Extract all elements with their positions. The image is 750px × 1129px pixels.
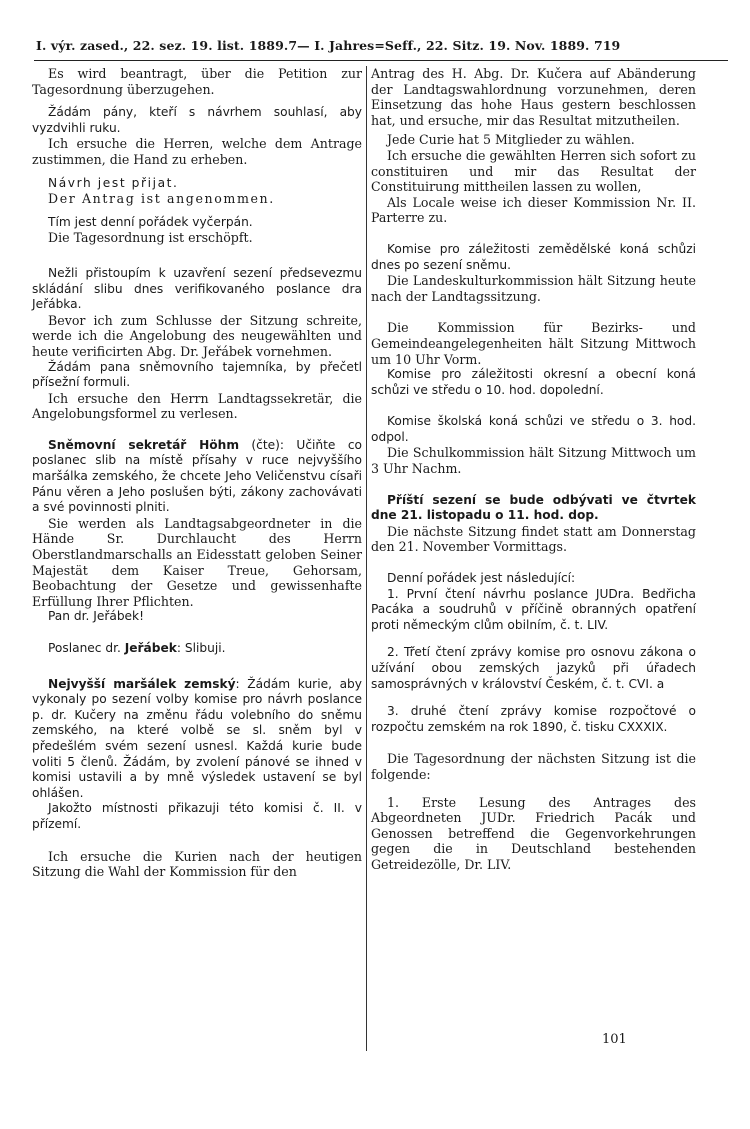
- speaker-name: Sněmovní sekretář Höhm: [48, 437, 240, 452]
- paragraph: Die Tagesordnung der nächsten Sitzung ist die folgende:: [371, 751, 696, 782]
- paragraph: Die Schulkommission hält Sitzung Mittwoch um 3 Uhr Nachm.: [371, 445, 696, 477]
- paragraph: 3. druhé čtení zprávy komise rozpočtové o rozpočtu zemském na rok 1890, č. tisku CXXXIX.: [371, 704, 696, 734]
- speaker-name: Nejvyšší maršálek zemský: [48, 676, 236, 691]
- header-rule: [34, 60, 728, 61]
- paragraph: Antrag des H. Abg. Dr. Kučera auf Abänderung der Landtagswahlordnung vorzunehmen, deren Einsetzung das hohe Haus gestern beschlossen hat, und ersuche, mir das Resultat mitzutheilen.: [371, 66, 696, 128]
- paragraph: Es wird beantragt, über die Petition zur Tagesordnung überzugehen.: [32, 66, 362, 97]
- page-number: 101: [602, 1032, 627, 1047]
- paragraph: Die Tagesordnung ist erschöpft.: [48, 230, 253, 246]
- paragraph: Die Kommission für Bezirks- und Gemeindeangelegenheiten hält Sitzung Mittwoch um 10 Uhr Vorm.: [371, 320, 696, 367]
- paragraph: Die nächste Sitzung findet statt am Donnerstag den 21. November Vormittags.: [371, 523, 696, 555]
- paragraph: Žádám pana sněmovního tajemníka, by přečetl přísežní formuli.: [32, 359, 362, 390]
- paragraph: Jakožto místnosti přikazuji této komisi č. II. v přízemí.: [32, 801, 362, 831]
- paragraph: 2. Třetí čtení zprávy komise pro osnovu zákona o užívání obou zemských jazyků při úřadech samosprávných v království Českém, č. t. CVI. a: [371, 645, 696, 691]
- paragraph-text: : Slibuji.: [176, 641, 226, 655]
- paragraph: Tím jest denní pořádek vyčerpán.: [48, 214, 253, 229]
- paragraph: [32, 641, 362, 657]
- paragraph: Ich ersuche den Herrn Landtagssekretär, die Angelobungsformel zu verlesen.: [32, 390, 362, 422]
- paragraph-text: Poslanec dr.: [48, 641, 125, 655]
- paragraph: Komise školská koná schůzi ve středu o 3. hod. odpol.: [371, 414, 696, 444]
- paragraph: Sie werden als Landtagsabgeordneter in die Hände Sr. Durchlaucht des Herrn Oberstlandmarschalls an Eidesstatt geloben Seiner Majestät dem Kaiser Treue, Gehorsam, Beobachtung der Gesetze und gewissenhafte Erfüllung Ihrer Pflichten.: [32, 515, 362, 609]
- paragraph: 1. První čtení návrhu poslance JUDra. Bedřicha Pacáka a soudruhů v příčině obranných opatření proti německým clům obilním, č. t. LIV.: [371, 586, 696, 632]
- paragraph: Pan dr. Jeřábek!: [48, 609, 144, 624]
- paragraph: Ich ersuche die Kurien nach der heutigen Sitzung die Wahl der Kommission für den: [32, 848, 362, 880]
- paragraph: Ich ersuche die gewählten Herren sich sofort zu constituiren und mir das Resultat der Constituirung mittheilen lassen zu wollen,: [371, 147, 696, 195]
- page-header: I. výr. zased., 22. sez. 19. list. 1889.7— I. Jahres=Seff., 22. Sitz. 19. Nov. 1889. 719: [36, 38, 621, 53]
- paragraph: Komise pro záležitosti okresní a obecní koná schůzi ve středu o 10. hod. dopolední.: [371, 367, 696, 397]
- paragraph: [32, 677, 362, 802]
- speaker-name: Jeřábek: [124, 641, 177, 655]
- column-divider: [366, 66, 367, 1051]
- paragraph: Ich ersuche die Herren, welche dem Antrage zustimmen, die Hand zu erheben.: [32, 136, 362, 167]
- paragraph: Návrh jest přijat.: [48, 175, 179, 190]
- paragraph: Žádám pány, kteří s návrhem souhlasí, aby vyzdvihli ruku.: [32, 105, 362, 135]
- paragraph: 1. Erste Lesung des Antrages des Abgeordneten JUDr. Friedrich Pacák und Genossen betreffend die Gegenvorkehrungen gegen die in Deutschland bestehenden Getreidezölle, Dr. LIV.: [371, 794, 696, 872]
- paragraph: Der Antrag ist angenommen.: [48, 191, 275, 207]
- paragraph: Die Landeskulturkommission hält Sitzung heute nach der Landtagssitzung.: [371, 273, 696, 304]
- paragraph: Denní pořádek jest následující:: [387, 571, 576, 586]
- paragraph: Jede Curie hat 5 Mitglieder zu wählen.: [387, 132, 635, 148]
- right-column: [371, 66, 696, 873]
- paragraph: Bevor ich zum Schlusse der Sitzung schreite, werde ich die Angelobung des neugewählten und heute verificirten Abg. Dr. Jeřábek vornehmen.: [32, 312, 362, 359]
- paragraph-text: : Žádám kurie, aby vykonaly po sezení volby komise pro návrh poslance p. dr. Kučery na změnu řádu volebního do sněmu zemského, na které volbě se sl. sněm byl v předešlém svém sezení usnesl. Každá kurie bude voliti 5 členů. Žádám, by zvolení pánové se ihned v komisi ustavili a by mně výsledek ustavení se byl ohlášen.: [32, 676, 362, 800]
- paragraph: Komise pro záležitosti zemědělské koná schůzi dnes po sezení sněmu.: [371, 241, 696, 272]
- left-column: [32, 66, 362, 880]
- paragraph: [32, 438, 362, 516]
- paragraph: Als Locale weise ich dieser Kommission Nr. II. Parterre zu.: [371, 194, 696, 226]
- paragraph-text: (čte): Učiňte co poslanec slib na místě přísahy v ruce nejvyššího maršálka zemského, že chcete Jeho Veličenstvu císaři Pánu věren a Jeho poslušen býti, zákony zachovávati a své povinnosti plniti.: [32, 437, 362, 515]
- paragraph: Příští sezení se bude odbývati ve čtvrtek dne 21. listopadu o 11. hod. dop.: [371, 492, 696, 523]
- paragraph: Nežli přistoupím k uzavření sezení předsevezmu skládání slibu dnes verifikovaného poslance dra Jeřábka.: [32, 265, 362, 312]
